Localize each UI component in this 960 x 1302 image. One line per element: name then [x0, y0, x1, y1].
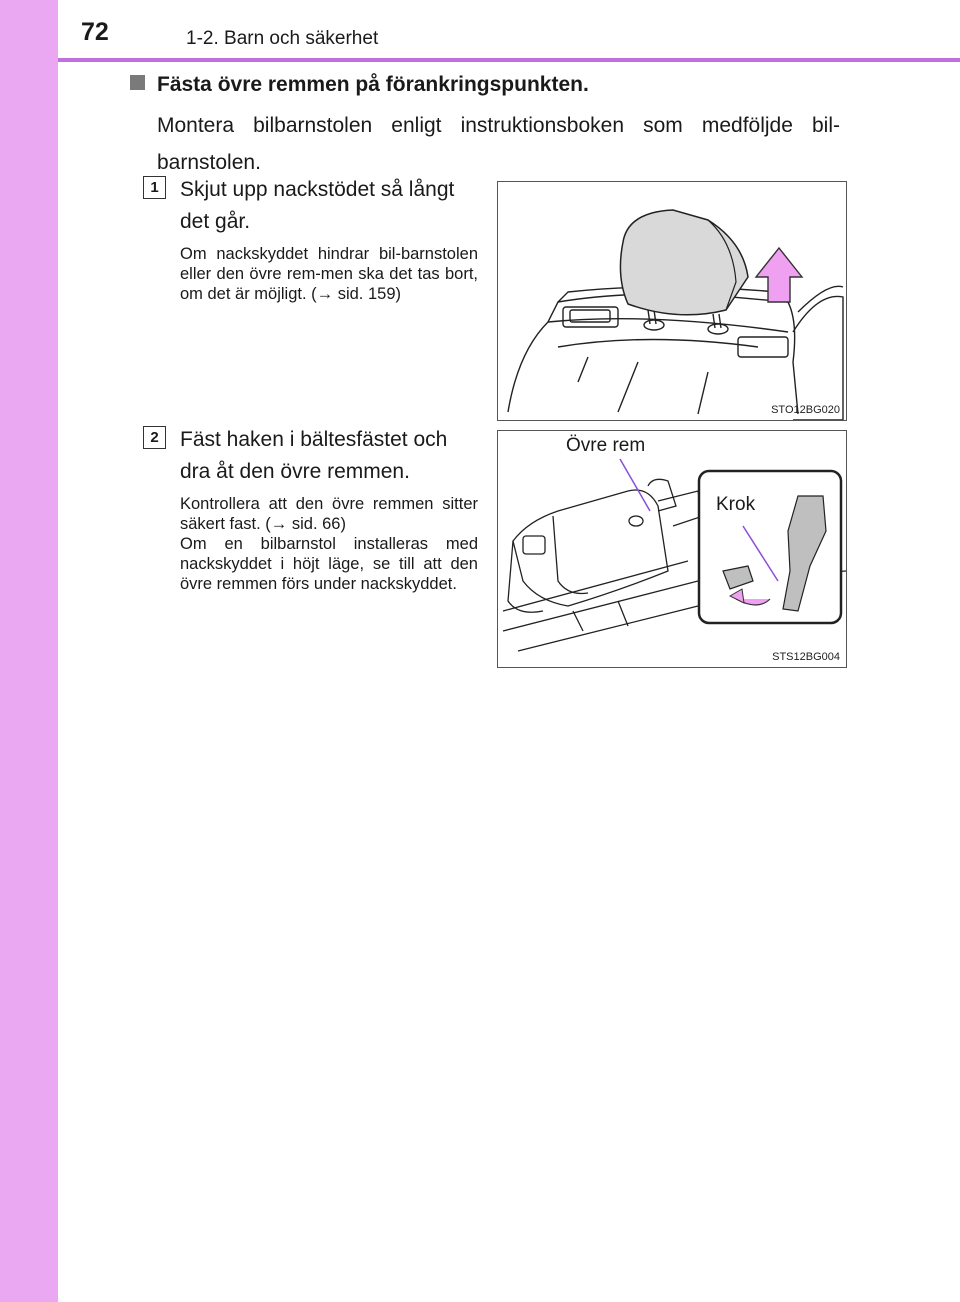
figure-1-code: STO12BG020 [771, 404, 840, 416]
step-number-2: 2 [143, 426, 166, 449]
bullet-square-icon [130, 75, 145, 90]
step-1-text: Skjut upp nackstödet så långt det går. [180, 178, 455, 233]
headrest-illustration [498, 182, 846, 420]
figure-headrest [497, 181, 847, 421]
step-2-note: Kontrollera att den övre remmen sitter säkert fast. (→ sid. 66) Om en bilbarnstol installeras med nackskyddet i höjt läge, se till att den övre remmen förs under nackskyddet. [180, 495, 478, 593]
chapter-tab-sidebar [0, 0, 58, 1302]
figure-2-code: STS12BG004 [772, 651, 840, 663]
subheading [130, 73, 589, 97]
subheading-text: Fästa övre remmen på förankringspunkten. [157, 73, 589, 96]
figure-top-tether [497, 430, 847, 668]
header-rule [58, 58, 960, 62]
step-1-note: Om nackskyddet hindrar bil-barnstolen eller den övre rem-men ska det tas bort, om det är möjligt. (→ sid. 159) [180, 245, 478, 303]
callout-upper-strap: Övre rem [566, 435, 646, 456]
page-number: 72 [81, 18, 109, 46]
intro-paragraph: Montera bilbarnstolen enligt instruktionsboken som medföljde bil-barnstolen. [157, 114, 840, 174]
step-number-1: 1 [143, 176, 166, 199]
tether-illustration [498, 431, 846, 667]
callout-hook: Krok [716, 494, 756, 515]
section-title: 1-2. Barn och säkerhet [186, 28, 379, 49]
step-2-text: Fäst haken i bältesfästet och dra åt den övre remmen. [180, 428, 448, 483]
